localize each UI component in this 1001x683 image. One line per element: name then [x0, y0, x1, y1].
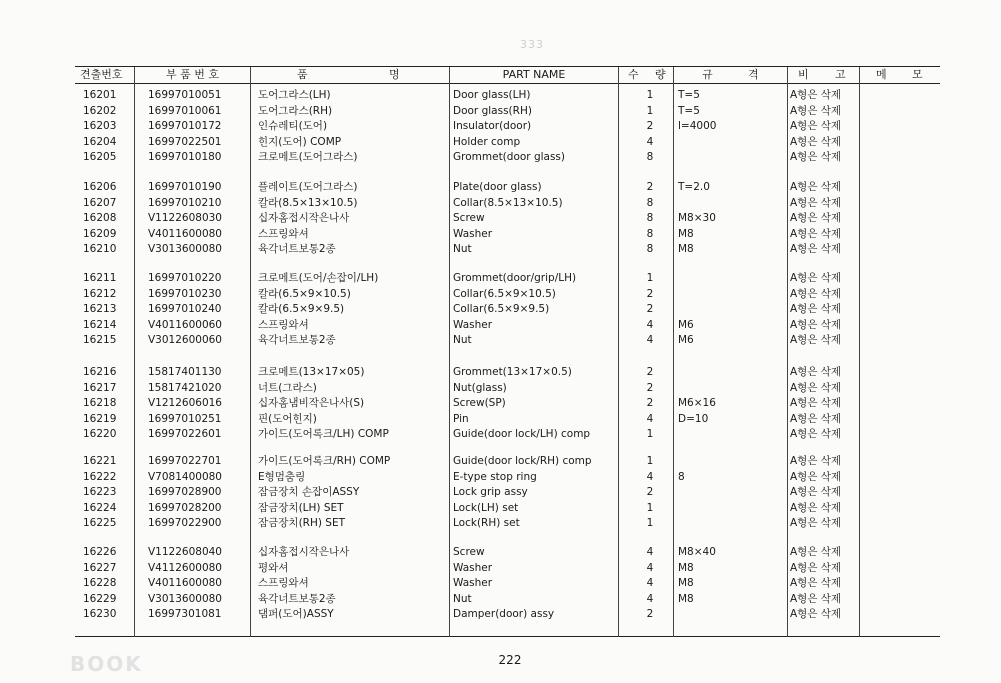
row-number-cell: 16215: [83, 334, 117, 346]
header-kname-a: 품: [297, 68, 308, 81]
remark-cell: A형은 삭제: [790, 381, 842, 394]
table-row: [0, 88, 1001, 103]
quantity-cell: 8: [646, 151, 654, 163]
korean-name-cell: 댐퍼(도어)ASSY: [258, 608, 334, 620]
part-name-cell: Washer: [453, 577, 493, 589]
row-number-cell: 16208: [83, 212, 117, 224]
korean-name-cell: 힌지(도어) COMP: [258, 135, 342, 148]
korean-name-cell: 가이드(도어록크/LH) COMP: [258, 428, 389, 440]
specification-cell: l=4000: [678, 120, 717, 132]
header-remark-b: 고: [835, 68, 846, 81]
specification-cell: M6: [678, 318, 694, 331]
table-row: [0, 592, 1001, 607]
part-number-cell: 16997301081: [148, 608, 222, 620]
korean-name-cell: 잠금장치(RH) SET: [258, 517, 346, 529]
header-spec-a: 규: [702, 68, 713, 81]
row-number-cell: 16220: [83, 428, 117, 440]
remark-cell: A형은 삭제: [790, 243, 842, 255]
korean-name-cell: 육각너트보통2종: [258, 243, 336, 255]
korean-name-cell: 스프링와셔: [258, 318, 309, 331]
quantity-cell: 4: [646, 470, 654, 483]
quantity-cell: 2: [646, 366, 654, 378]
specification-cell: M8: [678, 243, 694, 255]
header-bottom-rule: [75, 83, 940, 84]
row-number-cell: 16222: [83, 470, 117, 483]
part-name-cell: Nut(glass): [453, 381, 507, 394]
part-name-cell: Nut: [453, 334, 472, 346]
remark-cell: A형은 삭제: [790, 428, 842, 440]
part-number-cell: V1122608040: [148, 546, 222, 558]
row-number-cell: 16221: [83, 455, 117, 467]
quantity-cell: 1: [646, 501, 654, 514]
korean-name-cell: 십자홈냄비작은나사(S): [258, 397, 365, 409]
part-name-cell: Screw(SP): [453, 397, 506, 409]
table-row: [0, 607, 1001, 622]
remark-cell: A형은 삭제: [790, 546, 842, 558]
row-number-cell: 16223: [83, 486, 117, 498]
table-row: [0, 119, 1001, 134]
table-row: [0, 545, 1001, 560]
quantity-cell: 4: [646, 577, 654, 589]
remark-cell: A형은 삭제: [790, 135, 842, 148]
row-number-cell: 16225: [83, 517, 117, 529]
part-name-cell: Nut: [453, 592, 472, 605]
part-number-cell: V4011600080: [148, 227, 222, 240]
table-row: [0, 211, 1001, 226]
table-row: [0, 150, 1001, 165]
header-remark-a: 비: [798, 68, 809, 81]
header-qty-a: 수: [628, 68, 639, 81]
remark-cell: A형은 삭제: [790, 272, 842, 284]
table-row: [0, 333, 1001, 348]
remark-cell: A형은 삭제: [790, 227, 842, 240]
row-number-cell: 16226: [83, 546, 117, 558]
bleed-through-text: 333: [520, 38, 544, 51]
quantity-cell: 8: [646, 212, 654, 224]
part-name-cell: E-type stop ring: [453, 470, 537, 483]
remark-cell: A형은 삭제: [790, 470, 842, 483]
korean-name-cell: 평와셔: [258, 561, 289, 574]
table-row: [0, 135, 1001, 150]
quantity-cell: 1: [646, 104, 654, 117]
remark-cell: A형은 삭제: [790, 366, 842, 378]
row-number-cell: 16203: [83, 120, 117, 132]
table-row: [0, 561, 1001, 576]
part-number-cell: V4112600080: [148, 561, 222, 574]
row-number-cell: 16213: [83, 303, 117, 315]
row-number-cell: 16224: [83, 501, 117, 514]
row-number-cell: 16210: [83, 243, 117, 255]
remark-cell: A형은 삭제: [790, 334, 842, 346]
table-row: [0, 302, 1001, 317]
quantity-cell: 4: [646, 592, 654, 605]
korean-name-cell: E형멈춤링: [258, 470, 306, 483]
table-row: [0, 196, 1001, 211]
remark-cell: A형은 삭제: [790, 303, 842, 315]
quantity-cell: 2: [646, 303, 654, 315]
remark-cell: A형은 삭제: [790, 287, 842, 300]
part-name-cell: Nut: [453, 243, 472, 255]
table-row: [0, 287, 1001, 302]
table-bottom-rule: [75, 636, 940, 637]
remark-cell: A형은 삭제: [790, 455, 842, 467]
korean-name-cell: 육각너트보통2종: [258, 334, 336, 346]
quantity-cell: 2: [646, 397, 654, 409]
part-number-cell: 16997010240: [148, 303, 222, 315]
part-number-cell: 16997010251: [148, 412, 222, 425]
korean-name-cell: 십자홈접시작은나사: [258, 546, 350, 558]
korean-name-cell: 플레이트(도어그라스): [258, 181, 358, 193]
row-number-cell: 16211: [83, 272, 117, 284]
header-qty-b: 량: [655, 68, 666, 81]
korean-name-cell: 핀(도어힌지): [258, 412, 317, 425]
part-number-cell: V1212606016: [148, 397, 222, 409]
specification-cell: M6: [678, 334, 694, 346]
table-row: [0, 576, 1001, 591]
quantity-cell: 4: [646, 412, 654, 425]
part-name-cell: Collar(8.5×13×10.5): [453, 196, 563, 209]
row-number-cell: 16227: [83, 561, 117, 574]
table-row: [0, 365, 1001, 380]
row-number-cell: 16228: [83, 577, 117, 589]
quantity-cell: 1: [646, 428, 654, 440]
remark-cell: A형은 삭제: [790, 517, 842, 529]
specification-cell: T=5: [678, 89, 700, 101]
remark-cell: A형은 삭제: [790, 196, 842, 209]
part-name-cell: Door glass(RH): [453, 104, 532, 117]
remark-cell: A형은 삭제: [790, 561, 842, 574]
part-number-cell: 15817401130: [148, 366, 222, 378]
part-name-cell: Lock(LH) set: [453, 501, 519, 514]
table-row: [0, 501, 1001, 516]
specification-cell: T=5: [678, 104, 700, 117]
part-number-cell: V3012600060: [148, 334, 222, 346]
part-name-cell: Grommet(13×17×0.5): [453, 366, 572, 378]
part-number-cell: 16997010210: [148, 196, 222, 209]
specification-cell: M8: [678, 227, 694, 240]
korean-name-cell: 크로메트(13×17×05): [258, 366, 365, 378]
part-name-cell: Holder comp: [453, 135, 521, 148]
quantity-cell: 4: [646, 546, 654, 558]
part-number-cell: V4011600080: [148, 577, 222, 589]
part-number-cell: 16997010190: [148, 181, 222, 193]
header-part-name: PART NAME: [502, 68, 566, 81]
quantity-cell: 1: [646, 272, 654, 284]
header-no: 견출번호: [80, 68, 123, 81]
part-name-cell: Damper(door) assy: [453, 608, 555, 620]
table-row: [0, 318, 1001, 333]
quantity-cell: 2: [646, 486, 654, 498]
specification-cell: M8×40: [678, 546, 716, 558]
part-name-cell: Lock grip assy: [453, 486, 528, 498]
part-name-cell: Guide(door lock/RH) comp: [453, 455, 592, 467]
row-number-cell: 16201: [83, 89, 117, 101]
specification-cell: M8: [678, 577, 694, 589]
quantity-cell: 8: [646, 227, 654, 240]
part-number-cell: 16997028200: [148, 501, 222, 514]
row-number-cell: 16230: [83, 608, 117, 620]
table-row: [0, 427, 1001, 442]
part-number-cell: 16997022501: [148, 135, 222, 148]
remark-cell: A형은 삭제: [790, 412, 842, 425]
header-spec-b: 격: [748, 68, 759, 81]
part-name-cell: Grommet(door glass): [453, 151, 565, 163]
part-number-cell: V4011600060: [148, 318, 222, 331]
remark-cell: A형은 삭제: [790, 592, 842, 605]
quantity-cell: 8: [646, 243, 654, 255]
part-name-cell: Screw: [453, 546, 485, 558]
part-name-cell: Grommet(door/grip/LH): [453, 272, 577, 284]
table-row: [0, 470, 1001, 485]
quantity-cell: 1: [646, 517, 654, 529]
part-number-cell: 16997022601: [148, 428, 222, 440]
part-number-cell: 16997010051: [148, 89, 222, 101]
part-name-cell: Guide(door lock/LH) comp: [453, 428, 591, 440]
quantity-cell: 2: [646, 287, 654, 300]
row-number-cell: 16206: [83, 181, 117, 193]
quantity-cell: 4: [646, 318, 654, 331]
specification-cell: M6×16: [678, 397, 716, 409]
row-number-cell: 16204: [83, 135, 117, 148]
remark-cell: A형은 삭제: [790, 212, 842, 224]
row-number-cell: 16218: [83, 397, 117, 409]
korean-name-cell: 잠금장치 손잡이ASSY: [258, 486, 360, 498]
korean-name-cell: 가이드(도어록크/RH) COMP: [258, 455, 391, 467]
quantity-cell: 4: [646, 561, 654, 574]
korean-name-cell: 육각너트보통2종: [258, 592, 336, 605]
part-name-cell: Washer: [453, 318, 493, 331]
korean-name-cell: 스프링와셔: [258, 577, 309, 589]
quantity-cell: 1: [646, 455, 654, 467]
korean-name-cell: 칼라(6.5×9×9.5): [258, 303, 345, 315]
korean-name-cell: 칼라(8.5×13×10.5): [258, 196, 358, 209]
remark-cell: A형은 삭제: [790, 577, 842, 589]
remark-cell: A형은 삭제: [790, 501, 842, 514]
part-number-cell: V7081400080: [148, 470, 222, 483]
table-row: [0, 242, 1001, 257]
row-number-cell: 16219: [83, 412, 117, 425]
table-row: [0, 180, 1001, 195]
row-number-cell: 16229: [83, 592, 117, 605]
korean-name-cell: 도어그라스(RH): [258, 104, 333, 117]
korean-name-cell: 도어그라스(LH): [258, 89, 331, 101]
page-number: 222: [498, 653, 522, 667]
part-name-cell: Collar(6.5×9×10.5): [453, 287, 556, 300]
table-row: [0, 412, 1001, 427]
table-row: [0, 381, 1001, 396]
watermark-text: BOOK: [70, 652, 143, 676]
korean-name-cell: 스프링와셔: [258, 227, 309, 240]
korean-name-cell: 십자홈접시작은나사: [258, 212, 350, 224]
specification-cell: T=2.0: [678, 181, 710, 193]
part-name-cell: Lock(RH) set: [453, 517, 520, 529]
remark-cell: A형은 삭제: [790, 151, 842, 163]
quantity-cell: 1: [646, 89, 654, 101]
part-name-cell: Washer: [453, 227, 493, 240]
part-number-cell: 15817421020: [148, 381, 222, 394]
part-number-cell: 16997028900: [148, 486, 222, 498]
korean-name-cell: 인슈레티(도어): [258, 120, 328, 132]
specification-cell: M8: [678, 592, 694, 605]
header-part-no: 부 품 번 호: [166, 68, 219, 81]
specification-cell: D=10: [678, 412, 709, 425]
table-row: [0, 454, 1001, 469]
remark-cell: A형은 삭제: [790, 318, 842, 331]
header-memo-a: 메: [876, 68, 887, 81]
korean-name-cell: 너트(그라스): [258, 381, 317, 394]
part-name-cell: Plate(door glass): [453, 181, 542, 193]
quantity-cell: 4: [646, 334, 654, 346]
remark-cell: A형은 삭제: [790, 486, 842, 498]
specification-cell: 8: [678, 470, 685, 483]
table-row: [0, 516, 1001, 531]
row-number-cell: 16207: [83, 196, 117, 209]
table-top-rule: [75, 66, 940, 67]
quantity-cell: 2: [646, 120, 654, 132]
specification-cell: M8: [678, 561, 694, 574]
table-row: [0, 271, 1001, 286]
table-row: [0, 396, 1001, 411]
row-number-cell: 16214: [83, 318, 117, 331]
quantity-cell: 8: [646, 196, 654, 209]
table-row: [0, 104, 1001, 119]
part-number-cell: V3013600080: [148, 243, 222, 255]
remark-cell: A형은 삭제: [790, 104, 842, 117]
remark-cell: A형은 삭제: [790, 181, 842, 193]
part-number-cell: V1122608030: [148, 212, 222, 224]
korean-name-cell: 칼라(6.5×9×10.5): [258, 287, 351, 300]
part-number-cell: V3013600080: [148, 592, 222, 605]
part-number-cell: 16997010180: [148, 151, 222, 163]
header-memo-b: 모: [912, 68, 923, 81]
table-row: [0, 227, 1001, 242]
row-number-cell: 16216: [83, 366, 117, 378]
part-number-cell: 16997010230: [148, 287, 222, 300]
row-number-cell: 16212: [83, 287, 117, 300]
part-name-cell: Pin: [453, 412, 469, 425]
part-number-cell: 16997022900: [148, 517, 222, 529]
part-name-cell: Collar(6.5×9×9.5): [453, 303, 550, 315]
quantity-cell: 2: [646, 608, 654, 620]
part-number-cell: 16997010220: [148, 272, 222, 284]
part-number-cell: 16997010061: [148, 104, 222, 117]
quantity-cell: 2: [646, 181, 654, 193]
row-number-cell: 16202: [83, 104, 117, 117]
part-name-cell: Screw: [453, 212, 485, 224]
part-name-cell: Washer: [453, 561, 493, 574]
part-number-cell: 16997022701: [148, 455, 222, 467]
remark-cell: A형은 삭제: [790, 397, 842, 409]
remark-cell: A형은 삭제: [790, 120, 842, 132]
part-name-cell: Door glass(LH): [453, 89, 531, 101]
header-kname-b: 명: [389, 68, 400, 81]
remark-cell: A형은 삭제: [790, 608, 842, 620]
part-number-cell: 16997010172: [148, 120, 222, 132]
quantity-cell: 2: [646, 381, 654, 394]
part-name-cell: Insulator(door): [453, 120, 532, 132]
row-number-cell: 16205: [83, 151, 117, 163]
specification-cell: M8×30: [678, 212, 716, 224]
korean-name-cell: 크로메트(도어그라스): [258, 151, 358, 163]
row-number-cell: 16209: [83, 227, 117, 240]
row-number-cell: 16217: [83, 381, 117, 394]
table-row: [0, 485, 1001, 500]
remark-cell: A형은 삭제: [790, 89, 842, 101]
korean-name-cell: 잠금장치(LH) SET: [258, 501, 344, 514]
quantity-cell: 4: [646, 135, 654, 148]
korean-name-cell: 크로메트(도어/손잡이/LH): [258, 272, 379, 284]
